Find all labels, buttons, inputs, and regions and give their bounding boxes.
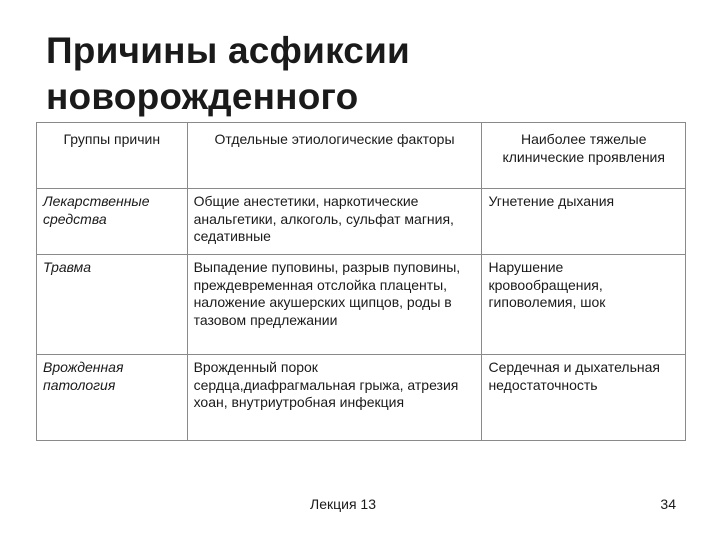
cell-manifestations: Сердечная и дыхательная недостаточность [482,355,686,441]
header-cause-groups: Группы причин [37,123,188,189]
cell-manifestations: Угнетение дыхания [482,189,686,255]
table-header-row [37,123,686,189]
slide-title: Причины асфиксии новорожденного [46,30,410,117]
cell-factors: Врожденный порок сердца,диафрагмальная грыжа, атрезия хоан, внутриутробная инфекция [187,355,482,441]
causes-table [36,122,686,441]
cell-factors: Общие анестетики, наркотические анальгетики, алкоголь, сульфат магния, седативные [187,189,482,255]
header-clinical-manifestations: Наиболее тяжелые клинические проявления [482,123,686,189]
header-etiological-factors: Отдельные этиологические факторы [187,123,482,189]
cell-manifestations: Нарушение кровообращения, гиповолемия, шок [482,255,686,355]
footer-lecture-label: Лекция 13 [310,496,376,512]
cell-group: Врожденная патология [37,355,188,441]
cell-factors: Выпадение пуповины, разрыв пуповины, преждевременная отслойка плаценты, наложение акушерских щипцов, роды в тазовом предлежании [187,255,482,355]
cell-group: Лекарственные средства [37,189,188,255]
table-row [37,189,686,255]
table-row [37,255,686,355]
footer-page-number: 34 [660,496,676,512]
table-row [37,355,686,441]
cell-group: Травма [37,255,188,355]
